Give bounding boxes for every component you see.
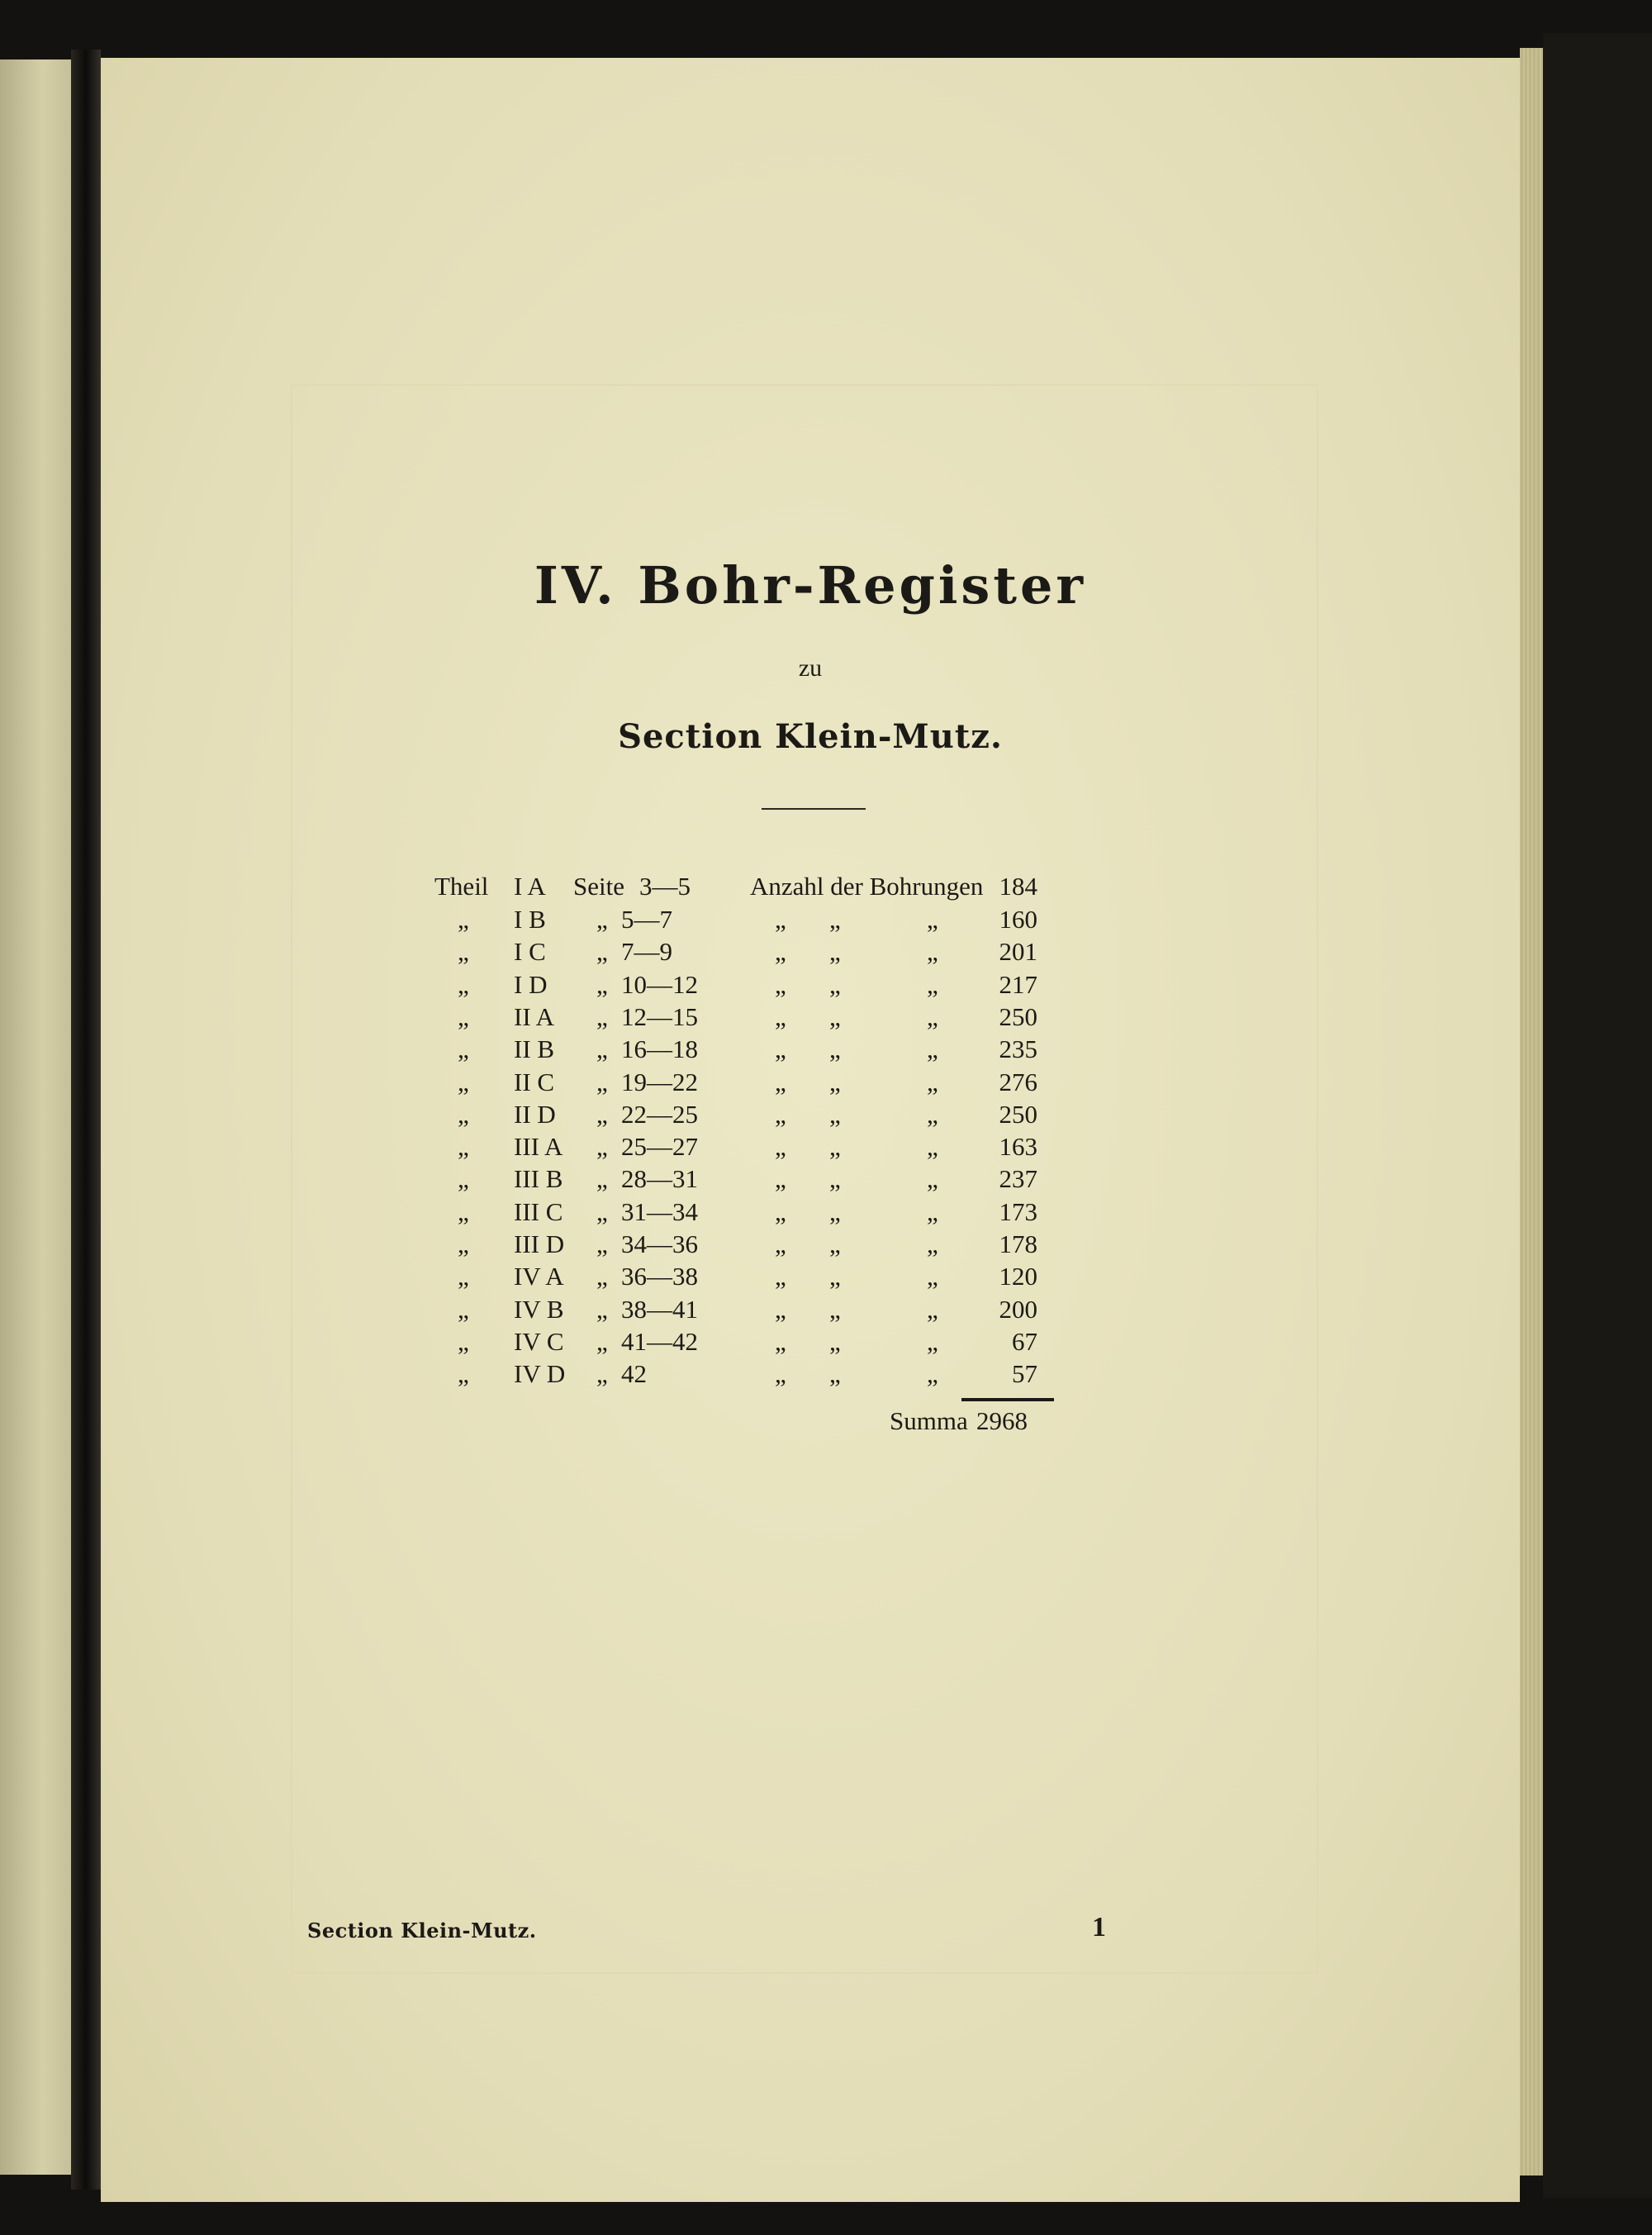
- ditto-mark: „: [775, 1197, 786, 1226]
- ditto-mark: „: [775, 1359, 786, 1388]
- ditto-mark: „: [829, 905, 841, 934]
- summa-label: Summa: [890, 1406, 968, 1435]
- part-label: IV B: [514, 1295, 564, 1324]
- ditto-mark: „: [775, 1068, 786, 1096]
- ditto-mark: „: [927, 1197, 938, 1226]
- ditto-mark: „: [829, 1262, 841, 1291]
- ditto-mark: „: [458, 1262, 469, 1291]
- table-row: [101, 1068, 1520, 1101]
- part-label: III A: [514, 1132, 563, 1161]
- part-label: IV C: [514, 1327, 564, 1356]
- part-label: II C: [514, 1068, 555, 1096]
- ditto-mark: „: [927, 1359, 938, 1388]
- ditto-mark: „: [596, 905, 608, 934]
- ditto-mark: „: [829, 1034, 841, 1063]
- table-row: [101, 1229, 1520, 1263]
- page-range: 28—31: [621, 1164, 698, 1193]
- ditto-mark: „: [927, 1034, 938, 1063]
- part-label: IV D: [514, 1359, 566, 1388]
- book-gutter: [71, 50, 101, 2190]
- boring-count: 235: [999, 1034, 1037, 1063]
- ditto-mark: „: [596, 1132, 608, 1161]
- ditto-mark: „: [775, 1164, 786, 1193]
- ditto-mark: „: [829, 1132, 841, 1161]
- ditto-mark: „: [596, 1262, 608, 1291]
- boring-count: 250: [999, 1100, 1037, 1129]
- table-row: [101, 905, 1520, 938]
- boring-count: 120: [999, 1262, 1037, 1291]
- page-range: 16—18: [621, 1034, 698, 1063]
- ditto-mark: „: [458, 1197, 469, 1226]
- page-range: 42: [621, 1359, 647, 1388]
- ditto-mark: „: [927, 905, 938, 934]
- ditto-mark: „: [775, 1100, 786, 1129]
- ditto-mark: „: [596, 1359, 608, 1388]
- ditto-mark: „: [927, 1229, 938, 1258]
- ditto-mark: „: [775, 970, 786, 999]
- ditto-mark: „: [829, 1359, 841, 1388]
- ditto-mark: „: [927, 1132, 938, 1161]
- theil-label: Theil: [434, 872, 489, 901]
- subtitle-zu: zu: [798, 654, 823, 682]
- ditto-mark: „: [775, 1295, 786, 1324]
- ditto-mark: „: [458, 1229, 469, 1258]
- table-row: [101, 1327, 1520, 1360]
- page-range: 12—15: [621, 1002, 698, 1031]
- left-facing-page: [0, 59, 71, 2175]
- page-range: 31—34: [621, 1197, 698, 1226]
- ditto-mark: „: [829, 1229, 841, 1258]
- ditto-mark: „: [927, 1002, 938, 1031]
- table-row: [101, 1100, 1520, 1133]
- table-row: [101, 1197, 1520, 1230]
- part-label: III C: [514, 1197, 563, 1226]
- table-row: [101, 1002, 1520, 1035]
- table-row: [101, 970, 1520, 1003]
- ditto-mark: „: [775, 1327, 786, 1356]
- ditto-mark: „: [596, 937, 608, 966]
- ditto-mark: „: [775, 1262, 786, 1291]
- boring-count: 57: [1012, 1359, 1037, 1388]
- ditto-mark: „: [596, 1295, 608, 1324]
- ditto-mark: „: [458, 970, 469, 999]
- ditto-mark: „: [458, 1068, 469, 1096]
- ditto-mark: „: [596, 1164, 608, 1193]
- ditto-mark: „: [596, 1197, 608, 1226]
- part-label: III B: [514, 1164, 563, 1193]
- ditto-mark: „: [829, 1002, 841, 1031]
- boring-count: 67: [1012, 1327, 1037, 1356]
- ditto-mark: „: [829, 1197, 841, 1226]
- boring-count: 173: [999, 1197, 1037, 1226]
- part-label: I D: [514, 970, 548, 999]
- table-row: [101, 1295, 1520, 1328]
- ditto-mark: „: [927, 1295, 938, 1324]
- boring-count: 250: [999, 1002, 1037, 1031]
- page-range: 34—36: [621, 1229, 698, 1258]
- ditto-mark: „: [458, 1100, 469, 1129]
- ditto-mark: „: [458, 937, 469, 966]
- table-row: [101, 1164, 1520, 1197]
- ditto-mark: „: [829, 1327, 841, 1356]
- ditto-mark: „: [775, 1002, 786, 1031]
- page-range: 36—38: [621, 1262, 698, 1291]
- ditto-mark: „: [927, 970, 938, 999]
- page-range: 41—42: [621, 1327, 698, 1356]
- ditto-mark: „: [829, 1100, 841, 1129]
- ditto-mark: „: [927, 1262, 938, 1291]
- ditto-mark: „: [927, 1068, 938, 1096]
- ditto-mark: „: [775, 905, 786, 934]
- table-row: [101, 937, 1520, 970]
- part-label: II D: [514, 1100, 556, 1129]
- ditto-mark: „: [596, 1002, 608, 1031]
- ditto-mark: „: [458, 1164, 469, 1193]
- table-row: [101, 1262, 1520, 1295]
- ditto-mark: „: [927, 1327, 938, 1356]
- boring-count: 178: [999, 1229, 1037, 1258]
- ditto-mark: „: [829, 937, 841, 966]
- part-label: II B: [514, 1034, 555, 1063]
- anzahl-label: Anzahl der Bohrungen: [750, 872, 984, 901]
- ditto-mark: „: [775, 1034, 786, 1063]
- page-range: 22—25: [621, 1100, 698, 1129]
- boring-count: 276: [999, 1068, 1037, 1096]
- page-range: 7—9: [621, 937, 672, 966]
- page-range: 5—7: [621, 905, 672, 934]
- page-range: 19—22: [621, 1068, 698, 1096]
- page-range: 10—12: [621, 970, 698, 999]
- ditto-mark: „: [458, 1359, 469, 1388]
- page-range: 25—27: [621, 1132, 698, 1161]
- register-header-row: [101, 872, 1520, 905]
- ditto-mark: „: [775, 937, 786, 966]
- boring-count: 160: [999, 905, 1037, 934]
- part-label: II A: [514, 1002, 555, 1031]
- part-label: III D: [514, 1229, 565, 1258]
- part-label: I B: [514, 905, 546, 934]
- ditto-mark: „: [596, 1100, 608, 1129]
- ditto-mark: „: [829, 1164, 841, 1193]
- table-row: [101, 1132, 1520, 1165]
- ditto-mark: „: [596, 1068, 608, 1096]
- ditto-mark: „: [458, 1002, 469, 1031]
- boring-count: 200: [999, 1295, 1037, 1324]
- page-number: 1: [1092, 1912, 1106, 1943]
- part-label: I C: [514, 937, 546, 966]
- ditto-mark: „: [596, 1229, 608, 1258]
- boring-count: 217: [999, 970, 1037, 999]
- ditto-mark: „: [927, 1164, 938, 1193]
- boring-count: 237: [999, 1164, 1037, 1193]
- boring-count: 163: [999, 1132, 1037, 1161]
- boring-count: 184: [999, 872, 1037, 901]
- page-range: 3—5: [639, 872, 691, 901]
- ditto-mark: „: [458, 905, 469, 934]
- table-row: [101, 1034, 1520, 1068]
- part-label: IV A: [514, 1262, 564, 1291]
- page-stack-edge: [1520, 48, 1543, 2176]
- table-row: [101, 1359, 1520, 1392]
- summa-value: 2968: [976, 1406, 1028, 1435]
- ditto-mark: „: [775, 1132, 786, 1161]
- part-label: I A: [514, 872, 546, 901]
- ditto-mark: „: [458, 1327, 469, 1356]
- page-title: IV. Bohr-Register: [534, 555, 1087, 616]
- footer-section-name: Section Klein-Mutz.: [307, 1919, 537, 1943]
- sum-rule: [961, 1398, 1054, 1401]
- ditto-mark: „: [775, 1229, 786, 1258]
- book-cover-edge: [1543, 33, 1652, 2198]
- ditto-mark: „: [829, 970, 841, 999]
- ditto-mark: „: [829, 1068, 841, 1096]
- section-title: Section Klein-Mutz.: [618, 717, 1003, 756]
- ditto-mark: „: [596, 1327, 608, 1356]
- ditto-mark: „: [458, 1034, 469, 1063]
- boring-count: 201: [999, 937, 1037, 966]
- title-divider: [762, 808, 866, 810]
- ditto-mark: „: [927, 937, 938, 966]
- page-range: 38—41: [621, 1295, 698, 1324]
- book-page: [101, 58, 1520, 2202]
- ditto-mark: „: [829, 1295, 841, 1324]
- ditto-mark: „: [458, 1132, 469, 1161]
- seite-label: Seite: [573, 872, 624, 901]
- ditto-mark: „: [596, 970, 608, 999]
- ditto-mark: „: [458, 1295, 469, 1324]
- ditto-mark: „: [596, 1034, 608, 1063]
- ditto-mark: „: [927, 1100, 938, 1129]
